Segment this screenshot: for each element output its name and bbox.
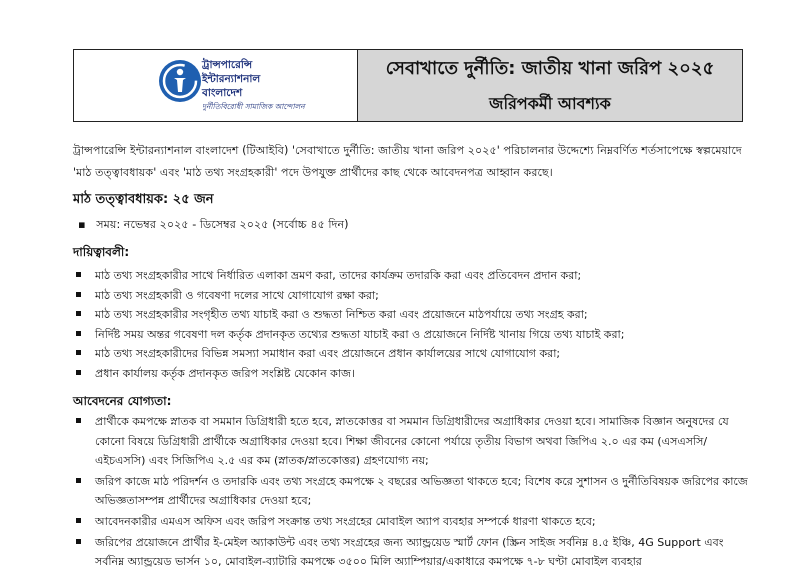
header-box: [73, 49, 743, 122]
title-cell: [358, 50, 742, 121]
list-item: মাঠ তথ্য সংগ্রহকারী ও গবেষণা দলের সাথে যোগাযোগ রক্ষা করা;: [73, 286, 753, 306]
intro-paragraph: ট্রান্সপারেন্সি ইন্টারন্যাশনাল বাংলাদেশ (টিআইবি) 'সেবাখাতে দুর্নীতি: জাতীয় খানা জরিপ ২০২৫' পরিচালনার উদ্দেশ্যে নিম্নবর্ণিত শর্তসাপেক্ষে স্বল্পমেয়াদে 'মাঠ তত্ত্বাবধায়ক' এবং 'মাঠ তথ্য সংগ্রহকারী' পদে উপযুক্ত প্রার্থীদের কাছ থেকে আবেদনপত্র আহ্বান করছে।: [73, 144, 742, 179]
list-item: জরিপের প্রয়োজনে প্রার্থীর ই-মেইল অ্যাকাউন্ট এবং তথ্য সংগ্রহের জন্য অ্যান্ড্রয়েড স্মার্ট ফোন (স্ক্রিন সাইজ সর্বনিম্ন ৪.৫ ইঞ্চি, 4G Support এবং সর্বনিম্ন অ্যান্ড্রয়েড ভার্সন ১০, মোবাইল-ব্যাটারি কমপক্ষে ৩৫০০ মিলি অ্যাম্পিয়ার/একাধারে কমপক্ষে ৭-৮ ঘণ্টা মোবাইল ব্যবহার: [73, 533, 753, 572]
list-item: প্রধান কার্যালয় কর্তৃক প্রদানকৃত জরিপ সংশ্লিষ্ট যেকোন কাজ।: [73, 364, 753, 384]
list-item: মাঠ তথ্য সংগ্রহকারীর সংগৃহীত তথ্য যাচাই করা ও শুদ্ধতা নিশ্চিত করা এবং প্রয়োজনে মাঠপর্যায়ে তথ্য সংগ্রহ করা;: [73, 305, 753, 325]
list-item: নির্দিষ্ট সময় অন্তর গবেষণা দল কর্তৃক প্রদানকৃত তথ্যের শুদ্ধতা যাচাই করা ও প্রয়োজনে নির্দিষ্ট খানায় গিয়ে তথ্য যাচাই করা;: [73, 325, 753, 345]
logo-line-3: বাংলাদেশ: [202, 86, 243, 99]
list-item: জরিপ কাজে মাঠ পরিদর্শন ও তদারকি এবং তথ্য সংগ্রহে কমপক্ষে ২ বছরের অভিজ্ঞতা থাকতে হবে; বিশেষ করে সুশাসন ও দুর্নীতিবিষয়ক জরিপের কাজে অভিজ্ঞতাসম্পন্ন প্রার্থীদের অগ্রাধিকার দেওয়া হবে;: [73, 472, 753, 511]
logo-line-1: ট্রান্সপারেন্সি: [202, 58, 253, 71]
logo: [74, 50, 358, 121]
list-item: আবেদনকারীর এমএস অফিস এবং জরিপ সংক্রান্ত তথ্য সংগ্রহের মোবাইল অ্যাপ ব্যবহার সম্পর্কে ধারণা থাকতে হবে;: [73, 512, 753, 532]
list-item: মাঠ তথ্য সংগ্রহকারীর সাথে নির্ধারিত এলাকা ভ্রমণ করা, তাদের কার্যক্রম তদারকি করা এবং প্রতিবেদন প্রদান করা;: [73, 266, 753, 286]
logo-line-2: ইন্টারন্যাশনাল: [202, 72, 261, 85]
list-item: প্রার্থীকে কমপক্ষে স্নাতক বা সমমান ডিগ্রিধারী হতে হবে, স্নাতকোত্তর বা সমমান ডিগ্রিধারীদের অগ্রাধিকার দেওয়া হবে। সামাজিক বিজ্ঞান অনুষদের যে কোনো বিষয়ে ডিগ্রিধারী প্রার্থীকে অগ্রাধিকার দেওয়া হবে। শিক্ষা জীবনের কোনো পর্যায়ে তৃতীয় বিভাগ অথবা জিপিএ ২.০ এর কম (এসএসসি/এইচএসসি) এবং সিজিপিএ ২.৫ এর কম (স্নাতক/স্নাতকোত্তর) গ্রহণযোগ্য নয়;: [73, 412, 753, 471]
list-item: মাঠ তথ্য সংগ্রহকারীদের বিভিন্ন সমস্যা সমাধান করা এবং প্রয়োজনে প্রধান কার্যালয়ের সাথে যোগাযোগ করা;: [73, 344, 753, 364]
duties-heading: দায়িত্বাবলী:: [73, 245, 130, 259]
ti-logo-icon: [158, 59, 202, 103]
qualifications-heading: আবেদনের যোগ্যতা:: [73, 394, 172, 408]
duties-list: [73, 266, 753, 384]
period-value: সময়: নভেম্বর ২০২৫ - ডিসেম্বর ২০২৫ (সর্বোচ্চ ৪৫ দিন): [96, 218, 349, 231]
logo-tagline: দুর্নীতিবিরোধী সামাজিক আন্দোলন: [202, 101, 305, 111]
period-text: ▪ সময়: নভেম্বর ২০২৫ - ডিসেম্বর ২০২৫ (সর্বোচ্চ ৪৫ দিন): [78, 218, 349, 231]
supervisor-heading: মাঠ তত্ত্বাবধায়ক: ২৫ জন: [73, 192, 214, 207]
page-subtitle: জরিপকর্মী আবশ্যক: [489, 93, 611, 113]
page-title: সেবাখাতে দুর্নীতি: জাতীয় খানা জরিপ ২০২৫: [385, 57, 715, 79]
qualifications-list: [73, 412, 753, 573]
